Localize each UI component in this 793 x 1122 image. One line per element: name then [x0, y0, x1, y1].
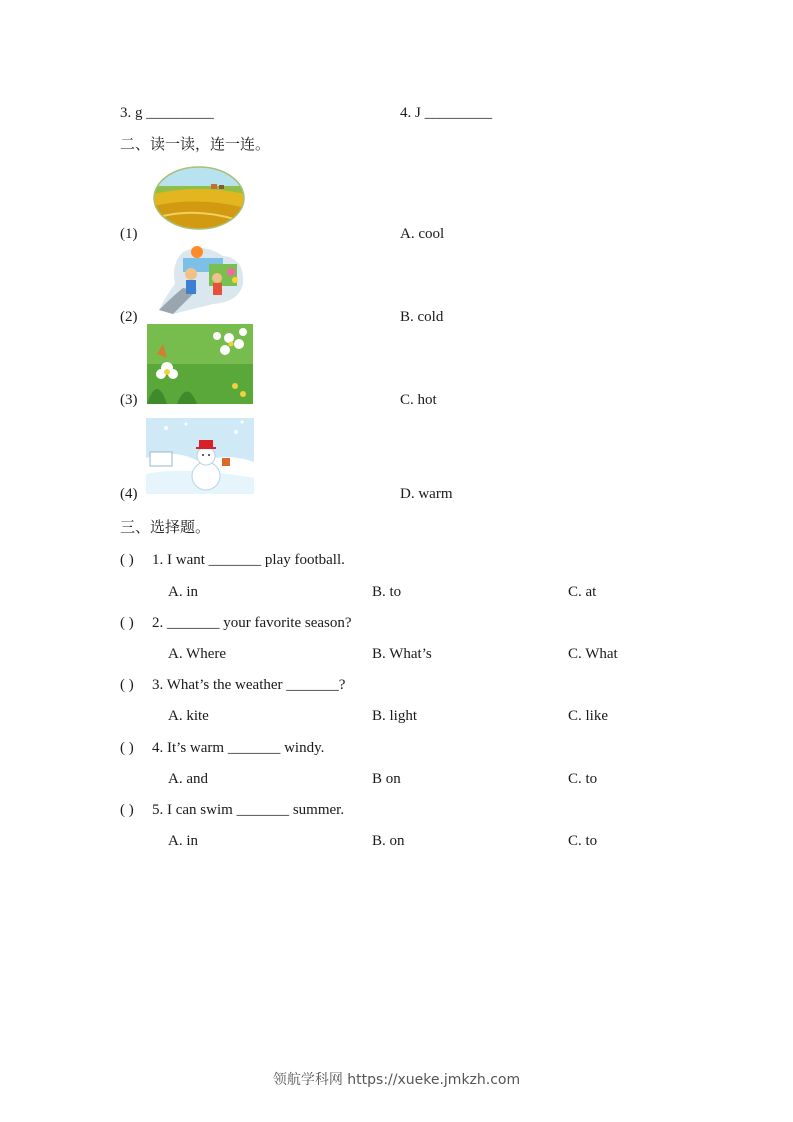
- q1-option-b: B. to: [372, 584, 402, 600]
- fill-in-4: 4. J _________: [400, 105, 493, 121]
- picture-number-3: (3): [120, 392, 138, 408]
- winter-snowman-picture: [146, 418, 254, 494]
- word-option-b: B. cold: [400, 309, 444, 325]
- q1-option-a: A. in: [168, 584, 198, 600]
- answer-bracket-5[interactable]: ( ): [120, 802, 134, 818]
- autumn-field-picture: [153, 166, 245, 230]
- fill-in-3: 3. g _________: [120, 105, 214, 121]
- q3-option-b: B. light: [372, 708, 418, 724]
- section-3-title: 三、选择题。: [120, 520, 211, 536]
- q5-option-c: C. to: [568, 833, 598, 849]
- q5-option-a: A. in: [168, 833, 198, 849]
- picture-number-2: (2): [120, 309, 138, 325]
- q4-option-a: A. and: [168, 771, 208, 787]
- summer-kids-picture: [153, 244, 245, 314]
- question-5: 5. I can swim _______ summer.: [152, 802, 345, 818]
- q1-option-c: C. at: [568, 584, 597, 600]
- q4-option-c: C. to: [568, 771, 598, 787]
- q2-option-a: A. Where: [168, 646, 227, 662]
- question-3: 3. What’s the weather _______?: [152, 677, 346, 693]
- q4-option-b: B on: [372, 771, 401, 787]
- answer-bracket-3[interactable]: ( ): [120, 677, 134, 693]
- footer-watermark: 领航学科网 https://xueke.jmkzh.com: [272, 1072, 521, 1088]
- answer-bracket-2[interactable]: ( ): [120, 615, 134, 631]
- q3-option-a: A. kite: [168, 708, 209, 724]
- spring-flowers-picture: [147, 324, 253, 404]
- answer-bracket-4[interactable]: ( ): [120, 740, 134, 756]
- word-option-c: C. hot: [400, 392, 437, 408]
- question-4: 4. It’s warm _______ windy.: [152, 740, 325, 756]
- answer-bracket-1[interactable]: ( ): [120, 552, 134, 568]
- question-1: 1. I want _______ play football.: [152, 552, 345, 568]
- word-option-d: D. warm: [400, 486, 453, 502]
- picture-number-4: (4): [120, 486, 138, 502]
- q2-option-b: B. What’s: [372, 646, 432, 662]
- question-2: 2. _______ your favorite season?: [152, 615, 352, 631]
- picture-number-1: (1): [120, 226, 138, 242]
- section-2-title: 二、读一读，连一连。: [120, 137, 271, 153]
- q5-option-b: B. on: [372, 833, 405, 849]
- word-option-a: A. cool: [400, 226, 445, 242]
- q2-option-c: C. What: [568, 646, 618, 662]
- q3-option-c: C. like: [568, 708, 608, 724]
